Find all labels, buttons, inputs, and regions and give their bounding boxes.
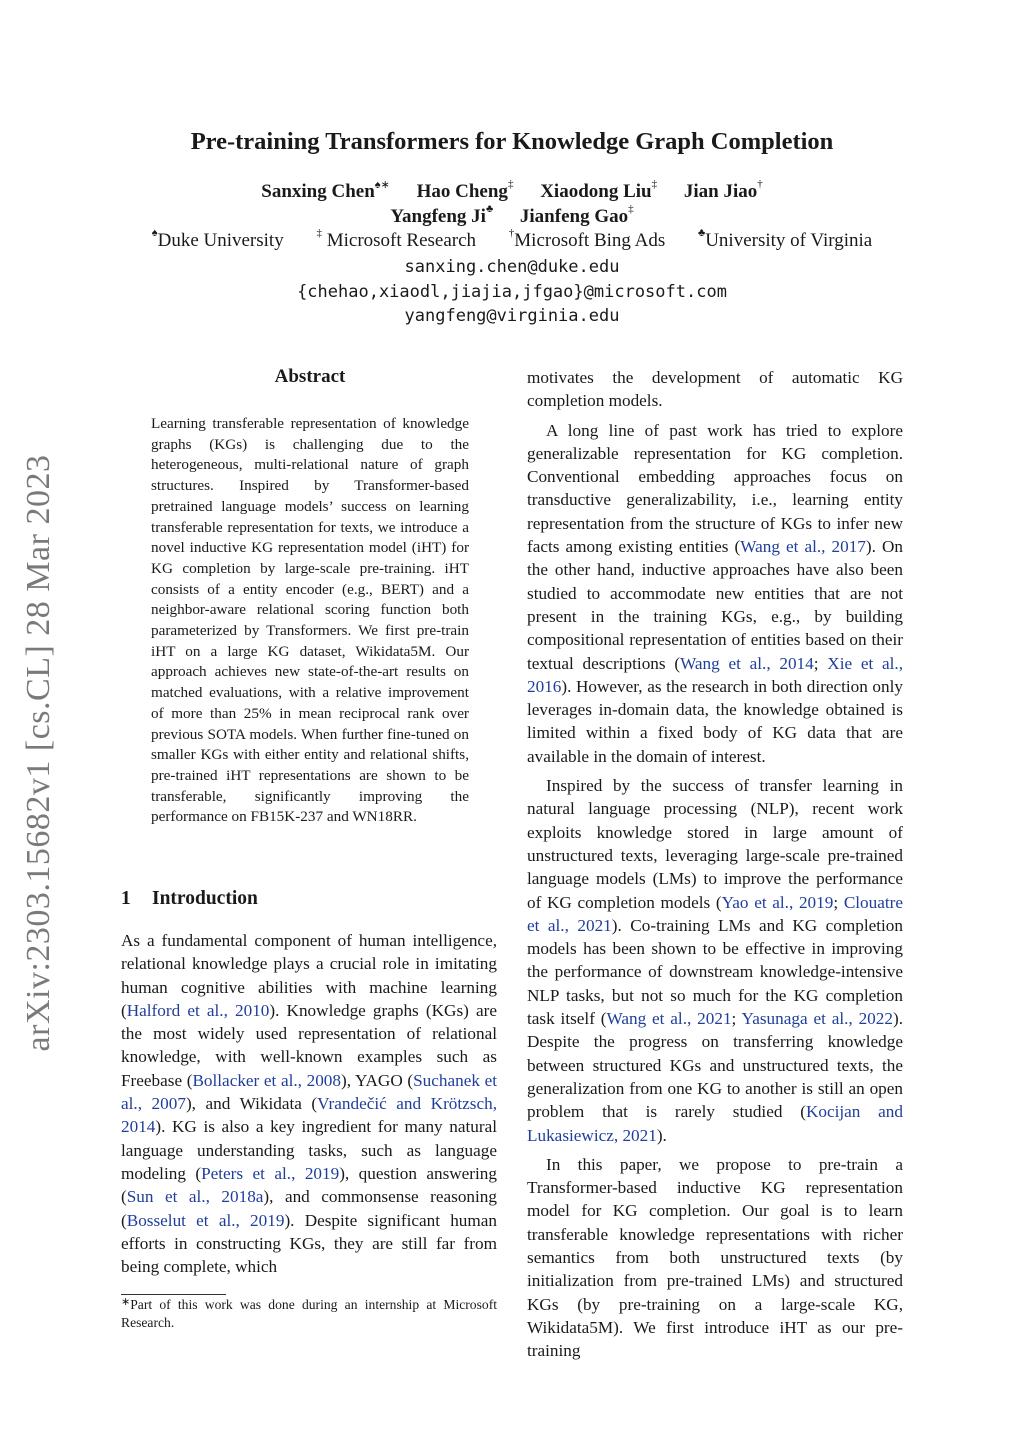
email[interactable]: yangfeng@virginia.edu bbox=[404, 306, 620, 326]
abstract-body: Learning transferable representation of knowledge graphs (KGs) is challenging due to the heterogeneous, multi-relational nature of graph structures. Inspired by Transformer-based pretrained language models’ success on learning transferable representation for texts, we introduce a novel inductive KG representation model (iHT) for KG completion by large-scale pre-training. iHT consists of a entity encoder (e.g., BERT) and a neighbor-aware relational scoring function both parameterized by Transformers. We first pre-train iHT on a large KG dataset, Wikidata5M. Our approach achieves new state-of-the-art results on matched evaluations, with a relative improvement of more than 25% in mean reciprocal rank over previous SOTA models. When further fine-tuned on smaller KGs with either entity and relational shifts, pre-trained iHT representations are shown to be transferable, significantly improving the performance on FB15K-237 and WN18RR. bbox=[151, 415, 469, 826]
citation-link[interactable]: Xie et al., 2016 bbox=[527, 653, 903, 696]
paper-title: Pre-training Transformers for Knowledge Graph Completion bbox=[190, 128, 834, 155]
author: Jian Jiao bbox=[683, 181, 758, 202]
affiliation: Microsoft Bing Ads bbox=[514, 230, 666, 251]
author-mark: ♠∗ bbox=[374, 179, 390, 191]
body-text: motivates the development of automatic KG completion models. bbox=[527, 368, 903, 411]
author-line-1 bbox=[0, 178, 1024, 203]
author: Yangfeng Ji bbox=[390, 206, 486, 227]
citation-link[interactable]: Bosselut et al., 2019 bbox=[126, 1210, 285, 1230]
body-text: ). Knowledge graphs (KGs) are the most widely used representation of relational knowledge, with well-known examples such as Freebase ( bbox=[121, 1000, 497, 1090]
citation-link[interactable]: Yao et al., 2019 bbox=[721, 892, 834, 912]
section-title: Introduction bbox=[152, 888, 258, 909]
body-text: In this paper, we propose to pre-train a Transformer-based inductive KG representation model for KG completion. Our goal is to learn transferable knowledge representations with richer semantics from both unstructured texts (by initialization from pre-trained LMs) and structured KGs (by pre-training on a large-scale KG, Wikidata5M). We first introduce iHT as our pre-training bbox=[527, 1154, 903, 1361]
citation-link[interactable]: Wang et al., 2021 bbox=[606, 1009, 732, 1029]
author-line-2 bbox=[0, 203, 1024, 228]
section-number: 1 bbox=[121, 888, 131, 909]
citation-link[interactable]: Sun et al., 2018a bbox=[126, 1187, 264, 1207]
citation-link[interactable]: Wang et al., 2014 bbox=[680, 653, 814, 673]
citation-link[interactable]: Kocijan and Lukasiewicz, 2021 bbox=[527, 1102, 903, 1145]
affiliation: Duke University bbox=[157, 230, 284, 251]
author-mark: ‡ bbox=[507, 178, 514, 190]
body-text: ), and Wikidata ( bbox=[185, 1094, 318, 1114]
citation-link[interactable]: Vrandečić and Krötzsch, 2014 bbox=[121, 1094, 497, 1137]
footnote-rule bbox=[121, 1294, 226, 1295]
author: Jianfeng Gao bbox=[519, 206, 629, 227]
author: Xiaodong Liu bbox=[540, 181, 652, 202]
intro-left-column bbox=[121, 929, 497, 1278]
footnote-text: Part of this work was done during an internship at Microsoft Research. bbox=[121, 1297, 497, 1330]
body-text: ; bbox=[813, 653, 828, 673]
body-text: ), question answering ( bbox=[121, 1163, 497, 1207]
body-text: ; bbox=[731, 1009, 742, 1029]
paragraph bbox=[527, 366, 903, 413]
body-text: ; bbox=[833, 892, 844, 912]
footnote-mark: ∗ bbox=[121, 1296, 131, 1308]
paragraph bbox=[527, 419, 903, 768]
intro-right-column bbox=[527, 366, 903, 1368]
affiliation: University of Virginia bbox=[705, 230, 873, 251]
body-text: ). Despite significant human efforts in constructing KGs, they are still far from being complete, which bbox=[121, 1210, 497, 1277]
citation-link[interactable]: Bollacker et al., 2008 bbox=[192, 1070, 341, 1090]
body-text: ). Co-training LMs and KG completion models has been shown to be effective in improving the performance of downstream knowledge-intensive NLP tasks, but not so much for the KG completion task itself ( bbox=[527, 915, 903, 1029]
affil-mark: ‡ bbox=[316, 227, 322, 239]
email[interactable]: {chehao,xiaodl,jiajia,jfgao}@microsoft.com bbox=[297, 282, 727, 302]
affil-mark: ♣ bbox=[697, 227, 706, 239]
citation-link[interactable]: Clouatre et al., 2021 bbox=[527, 892, 903, 935]
affil-mark: † bbox=[508, 227, 515, 239]
body-text: ). bbox=[656, 1125, 667, 1145]
section-heading bbox=[121, 888, 258, 910]
author: Sanxing Chen bbox=[261, 181, 375, 202]
email[interactable]: sanxing.chen@duke.edu bbox=[404, 257, 620, 277]
citation-link[interactable]: Yasunaga et al., 2022 bbox=[741, 1009, 893, 1029]
body-text: ), and commonsense reasoning ( bbox=[121, 1187, 497, 1230]
affiliation: Microsoft Research bbox=[321, 230, 477, 251]
author: Hao Cheng bbox=[416, 181, 508, 202]
author-mark: ‡ bbox=[628, 203, 634, 215]
affil-mark: ♠ bbox=[151, 227, 158, 239]
author-mark: ‡ bbox=[651, 178, 658, 190]
citation-link[interactable]: Peters et al., 2019 bbox=[201, 1163, 340, 1183]
arxiv-stamp: arXiv:2303.15682v1 [cs.CL] 28 Mar 2023 bbox=[20, 454, 57, 1052]
citation-link[interactable]: Suchanek et al., 2007 bbox=[121, 1070, 497, 1114]
body-text: ). Despite the progress on transferring knowledge between structured KGs and unstructured texts, the generalization from one KG to another is still an open problem that is rarely studied ( bbox=[527, 1009, 903, 1122]
author-mark: ♣ bbox=[485, 203, 494, 215]
citation-link[interactable]: Wang et al., 2017 bbox=[740, 537, 866, 557]
citation-link[interactable]: Halford et al., 2010 bbox=[126, 1000, 270, 1020]
body-text: A long line of past work has tried to explore generalizable representation for KG completion. Conventional embedding approaches focus on transductive generalizability, i.e., learning entity representation from the structure of KGs to infer new facts among existing entities ( bbox=[527, 420, 903, 557]
affiliations bbox=[0, 227, 1024, 252]
body-text: ). KG is also a key ingredient for many natural language understanding tasks, such as language modeling ( bbox=[121, 1117, 497, 1183]
body-text: As a fundamental component of human intelligence, relational knowledge plays a crucial role in imitating human cognitive abilities with machine learning ( bbox=[121, 931, 497, 1020]
body-text: ). However, as the research in both direction only leverages in-domain data, the knowledge obtained is limited within a fixed body of KG data that are available in the domain of interest. bbox=[527, 676, 903, 766]
author-mark: † bbox=[757, 178, 763, 190]
paragraph bbox=[527, 774, 903, 1147]
footnote bbox=[121, 1296, 497, 1332]
body-text: Inspired by the success of transfer learning in natural language processing (NLP), recent work exploits knowledge stored in large amount of unstructured texts, leveraging large-scale pre-trained language models (LMs) to improve the performance of KG completion models ( bbox=[527, 776, 903, 912]
body-text: ). On the other hand, inductive approaches have also been studied to accommodate new entities that are not present in the training KGs, e.g., by building compositional representation of entities based on their textual descriptions ( bbox=[527, 537, 903, 673]
abstract-heading: Abstract bbox=[274, 366, 346, 387]
body-text: ), YAGO ( bbox=[340, 1070, 414, 1090]
paragraph bbox=[527, 1153, 903, 1363]
